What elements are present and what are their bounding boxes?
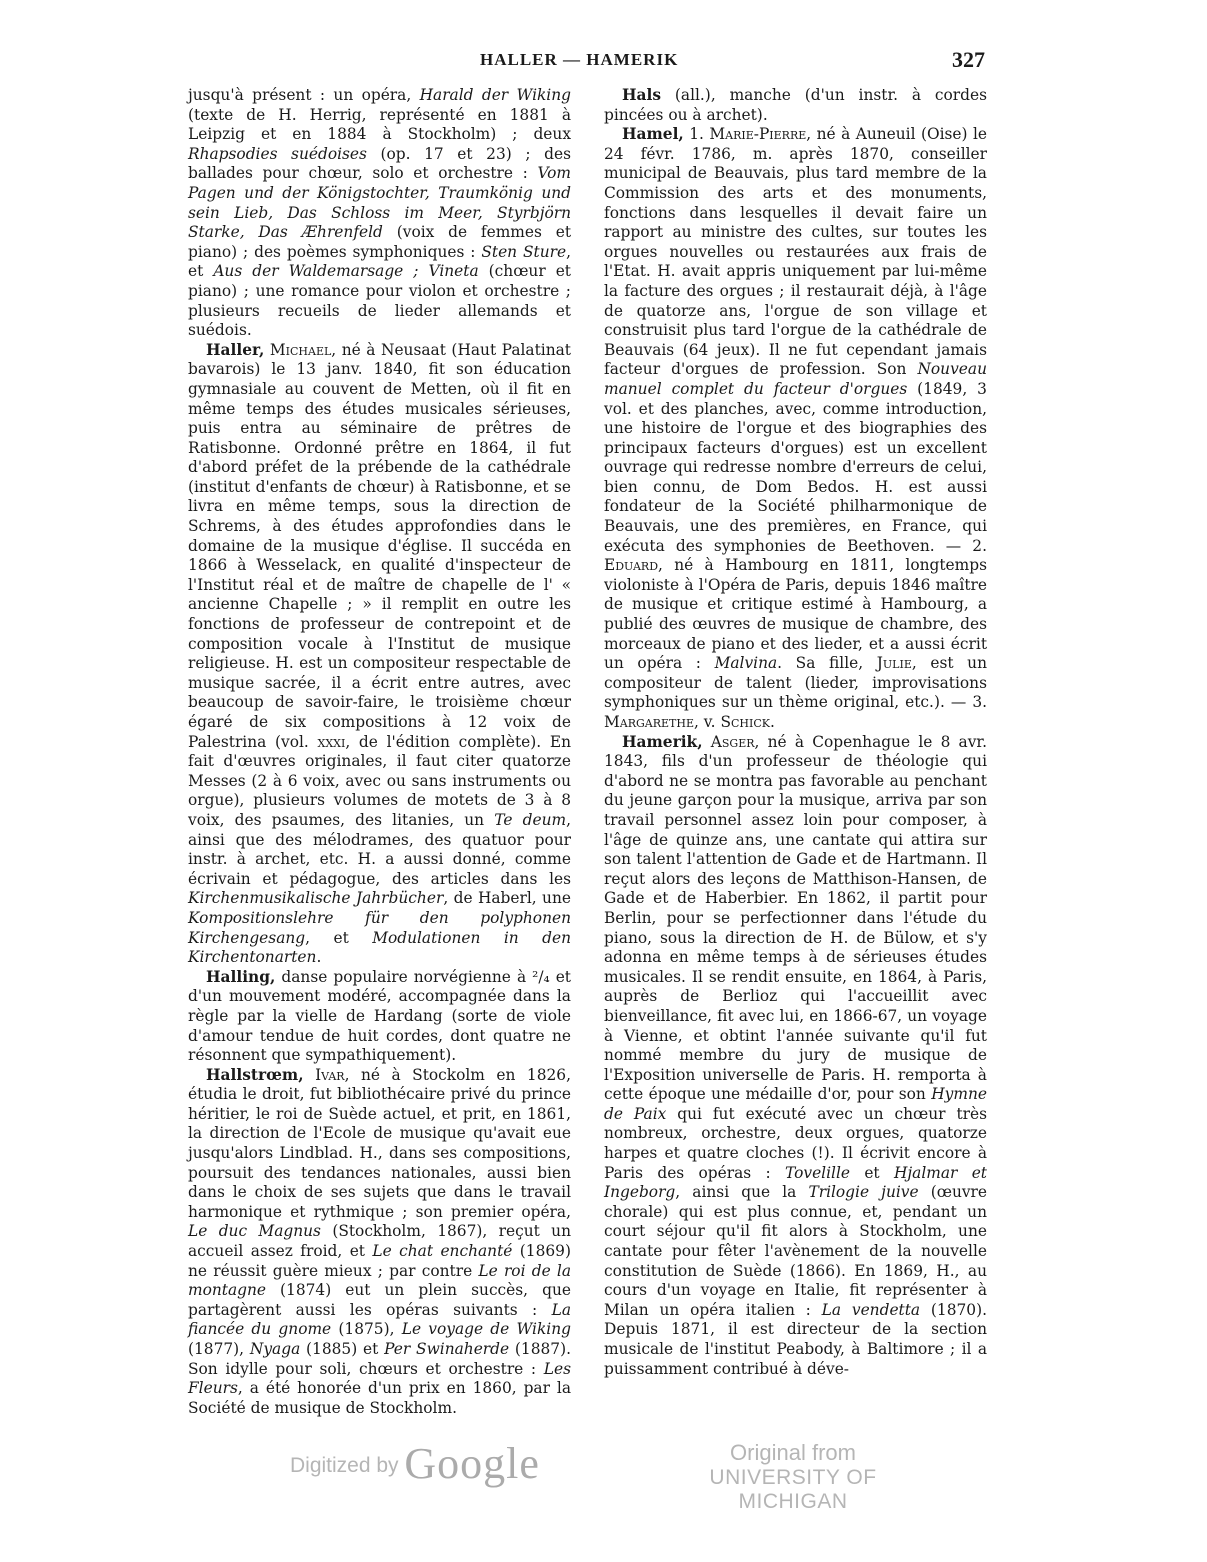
running-head: HALLER — HAMERIK <box>480 50 679 69</box>
headword: Hals <box>622 86 662 104</box>
google-logo: Google <box>404 1439 540 1488</box>
entry-hamel: Hamel, 1. Marie-Pierre, né à Auneuil (Oise) le 24 févr. 1786, m. après 1870, conseiller municipal de Beauvais, plus tard membre de la Commission des arts et des monuments, fonctions dans lesquelles il devait faire un rapport au ministre des cultes, sur toutes les orgues nouvelles ou restaurées aux frais de l'Etat. H. avait appris uniquement par lui-même la facture des orgues ; il restaurait déjà, à l'âge de quatorze ans, l'orgue de son village et construisit plus tard l'orgue de la cathédrale de Beauvais (64 jeux). Il ne fut cependant jamais facteur d'orgues de profession. Son Nouveau manuel complet du facteur d'orgues (1849, 3 vol. et des planches, avec, comme introduction, une histoire de l'orgue et des biographies des principaux facteurs d'orgues) est un excellent ouvrage qui redresse nombre d'erreurs de celui, bien connu, de Dom Bedos. H. est aussi fondateur de la Société philharmonique de Beauvais, une des premières, en France, qui exécuta des symphonies de Beethoven. — 2. Eduard, né à Hambourg en 1811, longtemps violoniste à l'Opéra de Paris, depuis 1846 maître de musique et critique estimé à Hambourg, a publié des œuvres de musique de chambre, des morceaux de piano et des lieder, et a aussi écrit un opéra : Malvina. Sa fille, Julie, est un compositeur de talent (lieder, improvisations symphoniques sur un thème original, etc.). — 3. Margarethe, v. Schick. <box>604 125 987 731</box>
entry-hallstroem: Hallstrœm, Ivar, né à Stockolm en 1826, étudia le droit, fut bibliothécaire privé du prince héritier, le roi de Suède actuel, et prit, en 1861, la direction de l'Ecole de musique qu'avait eue jusqu'alors Lindblad. H., dans ses compositions, poursuit des tendances nationales, aussi bien dans le choix de ses sujets que dans le travail harmonique et rythmique ; son premier opéra, Le duc Magnus (Stockholm, 1867), reçut un accueil assez froid, et Le chat enchanté (1869) ne réussit guère mieux ; par contre Le roi de la montagne (1874) eut un plein succès, que partagèrent aussi les opéras suivants : La fiancée du gnome (1875), Le voyage de Wiking (1877), Nyaga (1885) et Per Swinaherde (1887). Son idylle pour soli, chœurs et orchestre : Les Fleurs, a été honorée d'un prix en 1860, par la Société de musique de Stockholm. <box>188 1065 571 1417</box>
page-number: 327 <box>952 47 985 72</box>
entry-hals: Hals (all.), manche (d'un instr. à cordes pincées ou à archet). <box>604 86 987 124</box>
left-column <box>188 86 571 1418</box>
headword: Hamerik, <box>622 732 703 751</box>
entry-harald-continuation: jusqu'à présent : un opéra, Harald der Wiking (texte de H. Herrig, représenté en 1881 à Leipzig et en 1884 à Stockholm) ; deux Rhapsodies suédoises (op. 17 et 23) ; des ballades pour chœur, solo et orchestre : Vom Pagen und der Königstochter, Traumkönig und sein Lieb, Das Schloss im Meer, Styrbjörn Starke, Das Æhrenfeld (voix de femmes et piano) ; des poèmes symphoniques : Sten Sture, et Aus der Waldemarsage ; Vineta (chœur et piano) ; une romance pour violon et orchestre ; plusieurs recueils de lieder allemands et suédois. <box>188 86 572 340</box>
original-from-watermark <box>668 1440 918 1514</box>
right-column <box>604 86 987 1379</box>
entry-haller: Haller, Michael, né à Neusaat (Haut Palatinat bavarois) le 13 janv. 1840, fit son éducation gymnasiale au couvent de Metten, où il fit en même temps des études musicales sérieuses, puis entra au séminaire de prêtres de Ratisbonne. Ordonné prêtre en 1864, il fut d'abord préfet de la prébende de la cathédrale (institut d'enfants de chœur) à Ratisbonne, et se livra en même temps, sous la direction de Schrems, à des études approfondies dans le domaine de la musique d'église. Il succéda en 1866 à Wesselack, en qualité d'inspecteur de l'Institut réal et de maître de chapelle de l' « ancienne Chapelle ; » il remplit en outre les fonctions de professeur de contrepoint et de composition vocale à l'Institut de musique religieuse. H. est un compositeur respectable de musique sacrée, il a écrit entre autres, avec beaucoup de savoir-faire, le troisième chœur égaré de six compositions à 12 voix de Palestrina (vol. xxxi, de l'édition complète). En fait d'œuvres originales, il faut citer quatorze Messes (2 à 6 voix, avec ou sans instruments ou orgue), plusieurs volumes de motets de 3 à 8 voix, des psaumes, des litanies, un Te deum, ainsi que des mélodrames, des quatuor pour instr. à archet, etc. H. a aussi donné, comme écrivain et pédagogue, des articles dans les Kirchenmusikalische Jahrbücher, de Haberl, une Kompositionslehre für den polyphonen Kirchengesang, et Modulationen in den Kirchentonarten. <box>188 340 571 967</box>
original-from-text: Original from <box>730 1440 856 1465</box>
entry-halling: Halling, danse populaire norvégienne à ²/₄ et d'un mouvement modéré, accompagnée dans la règle par la vielle de Hardang (sorte de viole d'amour tendue de huit cordes, dont quatre ne résonnent que sympathiquement). <box>188 967 571 1065</box>
headword: Hallstrœm, <box>206 1065 304 1084</box>
university-name: UNIVERSITY OF MICHIGAN <box>709 1466 877 1513</box>
digitized-by-text: Digitized by <box>290 1454 399 1477</box>
headword: Hamel, <box>622 125 684 144</box>
entry-hamerik: Hamerik, Asger, né à Copenhague le 8 avr. 1843, fils d'un professeur de théologie qui d'abord ne se montra pas favorable au penchant du jeune garçon pour la musique, arriva par son travail personnel assez loin pour composer, à l'âge de quinze ans, une cantate qui attira sur son talent l'attention de Gade et de Hartmann. Il reçut alors des leçons de Matthison-Hansen, de Gade et de Haberbier. En 1862, il partit pour Berlin, pour se perfectionner dans l'étude du piano, sous la direction de H. de Bülow, et s'y adonna en même temps à de sérieuses études musicales. Il se rendit ensuite, en 1864, à Paris, auprès de Berlioz qui l'accueillit avec bienveillance, fit avec lui, en 1866-67, un voyage à Vienne, et obtint l'année suivante qu'il fut nommé membre du jury de musique de l'Exposition universelle de Paris. H. remporta à cette époque une médaille d'or, pour son Hymne de Paix qui fut exécuté avec un chœur très nombreux, orchestre, deux orgues, quatorze harpes et quatre cloches (!). Il écrivit encore à Paris des opéras : Tovelille et Hjalmar et Ingeborg, ainsi que la Trilogie juive (œuvre chorale) qui est plus connue, et, pendant un court séjour qu'il fit alors à Stockholm, une cantate pour fêter l'avènement de la nouvelle constitution de Suède (1866). En 1869, H., au cours d'un voyage en Italie, fit représenter à Milan un opéra italien : La vendetta (1870). Depuis 1871, il est directeur de la section musicale de l'institut Peabody, à Baltimore ; il a puissamment contribué à déve- <box>604 732 988 1378</box>
digitized-by-watermark <box>290 1438 540 1489</box>
column-divider <box>585 90 586 1390</box>
headword: Haller, <box>206 340 265 359</box>
headword: Halling, <box>206 967 276 986</box>
